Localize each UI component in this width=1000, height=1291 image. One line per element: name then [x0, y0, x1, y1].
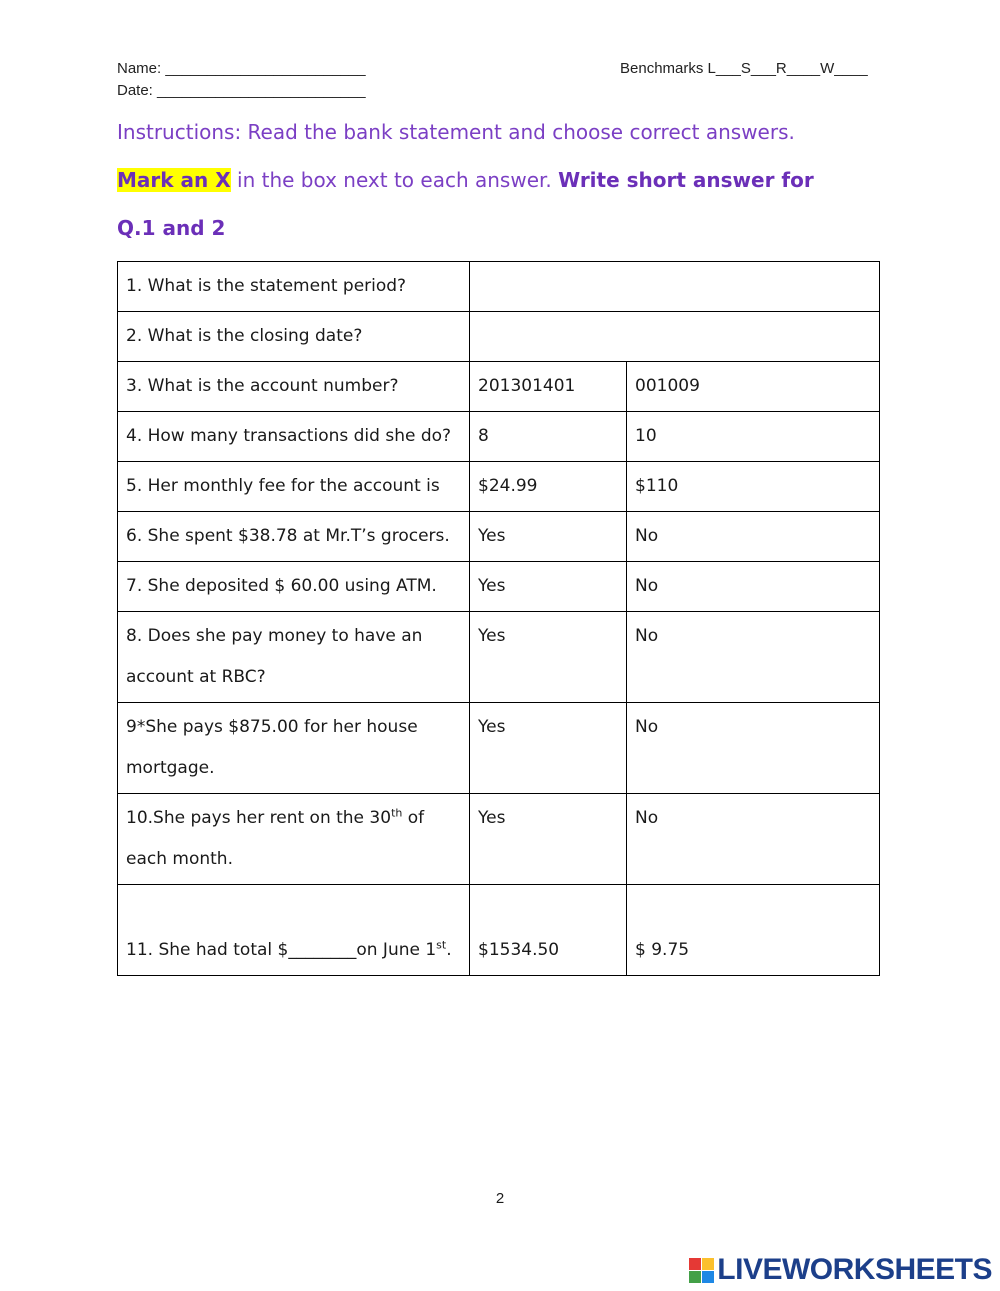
table-row: [118, 512, 880, 562]
table-row: [118, 562, 880, 612]
table-row: [118, 794, 880, 885]
superscript: th: [391, 806, 403, 820]
option-a-cell[interactable]: $24.99: [470, 462, 627, 512]
superscript: st: [436, 938, 447, 952]
question-cell: 1. What is the statement period?: [118, 262, 470, 312]
instructions-line: Instructions: Read the bank statement and choose correct answers.: [117, 120, 795, 144]
question-cell: 4. How many transactions did she do?: [118, 412, 470, 462]
question-cell: 3. What is the account number?: [118, 362, 470, 412]
question-cell: 6. She spent $38.78 at Mr.T’s grocers.: [118, 512, 470, 562]
table-row: [118, 703, 880, 794]
question-text: .: [446, 940, 452, 960]
question-cell: 5. Her monthly fee for the account is: [118, 462, 470, 512]
option-b-cell[interactable]: $ 9.75: [627, 885, 880, 976]
mark-instruction-line: [117, 168, 814, 192]
q-reference-line: Q.1 and 2: [117, 216, 226, 240]
table-row: [118, 412, 880, 462]
answer-input-cell[interactable]: [470, 312, 880, 362]
mark-highlight: Mark an X: [117, 168, 231, 192]
brand-name: LIVEWORKSHEETS: [717, 1253, 992, 1286]
table-row: [118, 885, 880, 976]
option-b-cell[interactable]: No: [627, 512, 880, 562]
question-cell: 2. What is the closing date?: [118, 312, 470, 362]
question-cell: 7. She deposited $ 60.00 using ATM.: [118, 562, 470, 612]
table-row: [118, 262, 880, 312]
brand-square: [702, 1258, 714, 1270]
option-a-cell[interactable]: Yes: [470, 512, 627, 562]
table-row: [118, 362, 880, 412]
option-b-cell[interactable]: $110: [627, 462, 880, 512]
date-field: Date: _________________________: [117, 82, 366, 99]
write-short-text: Write short answer for: [558, 168, 814, 192]
option-a-cell[interactable]: $1534.50: [470, 885, 627, 976]
question-text: 10.She pays her rent on the 30: [126, 808, 392, 828]
brand-square: [689, 1271, 701, 1283]
brand-square: [702, 1271, 714, 1283]
question-cell: [118, 885, 470, 976]
name-field: Name: ________________________: [117, 60, 366, 77]
table-row: [118, 612, 880, 703]
page-number: 2: [495, 1190, 505, 1207]
answer-input-cell[interactable]: [470, 262, 880, 312]
question-cell: 8. Does she pay money to have an account at RBC?: [118, 612, 470, 703]
brand-square: [689, 1258, 701, 1270]
question-text: 11. She had total $________on June 1: [126, 940, 437, 960]
question-text: of each month.: [126, 808, 425, 869]
option-b-cell[interactable]: 10: [627, 412, 880, 462]
table-row: [118, 312, 880, 362]
option-a-cell[interactable]: 201301401: [470, 362, 627, 412]
questions-table: [117, 261, 880, 976]
benchmarks-field: Benchmarks L___S___R____W____: [620, 60, 868, 77]
liveworksheets-logo: [689, 1253, 992, 1287]
option-b-cell[interactable]: No: [627, 703, 880, 794]
question-cell: 9*She pays $875.00 for her house mortgage.: [118, 703, 470, 794]
question-cell: [118, 794, 470, 885]
option-a-cell[interactable]: Yes: [470, 562, 627, 612]
option-a-cell[interactable]: Yes: [470, 612, 627, 703]
option-a-cell[interactable]: Yes: [470, 703, 627, 794]
table-row: [118, 462, 880, 512]
option-b-cell[interactable]: No: [627, 612, 880, 703]
option-a-cell[interactable]: Yes: [470, 794, 627, 885]
brand-squares-icon: [689, 1258, 714, 1283]
mark-rest-text: in the box next to each answer.: [230, 168, 559, 192]
option-b-cell[interactable]: 001009: [627, 362, 880, 412]
option-a-cell[interactable]: 8: [470, 412, 627, 462]
option-b-cell[interactable]: No: [627, 562, 880, 612]
option-b-cell[interactable]: No: [627, 794, 880, 885]
